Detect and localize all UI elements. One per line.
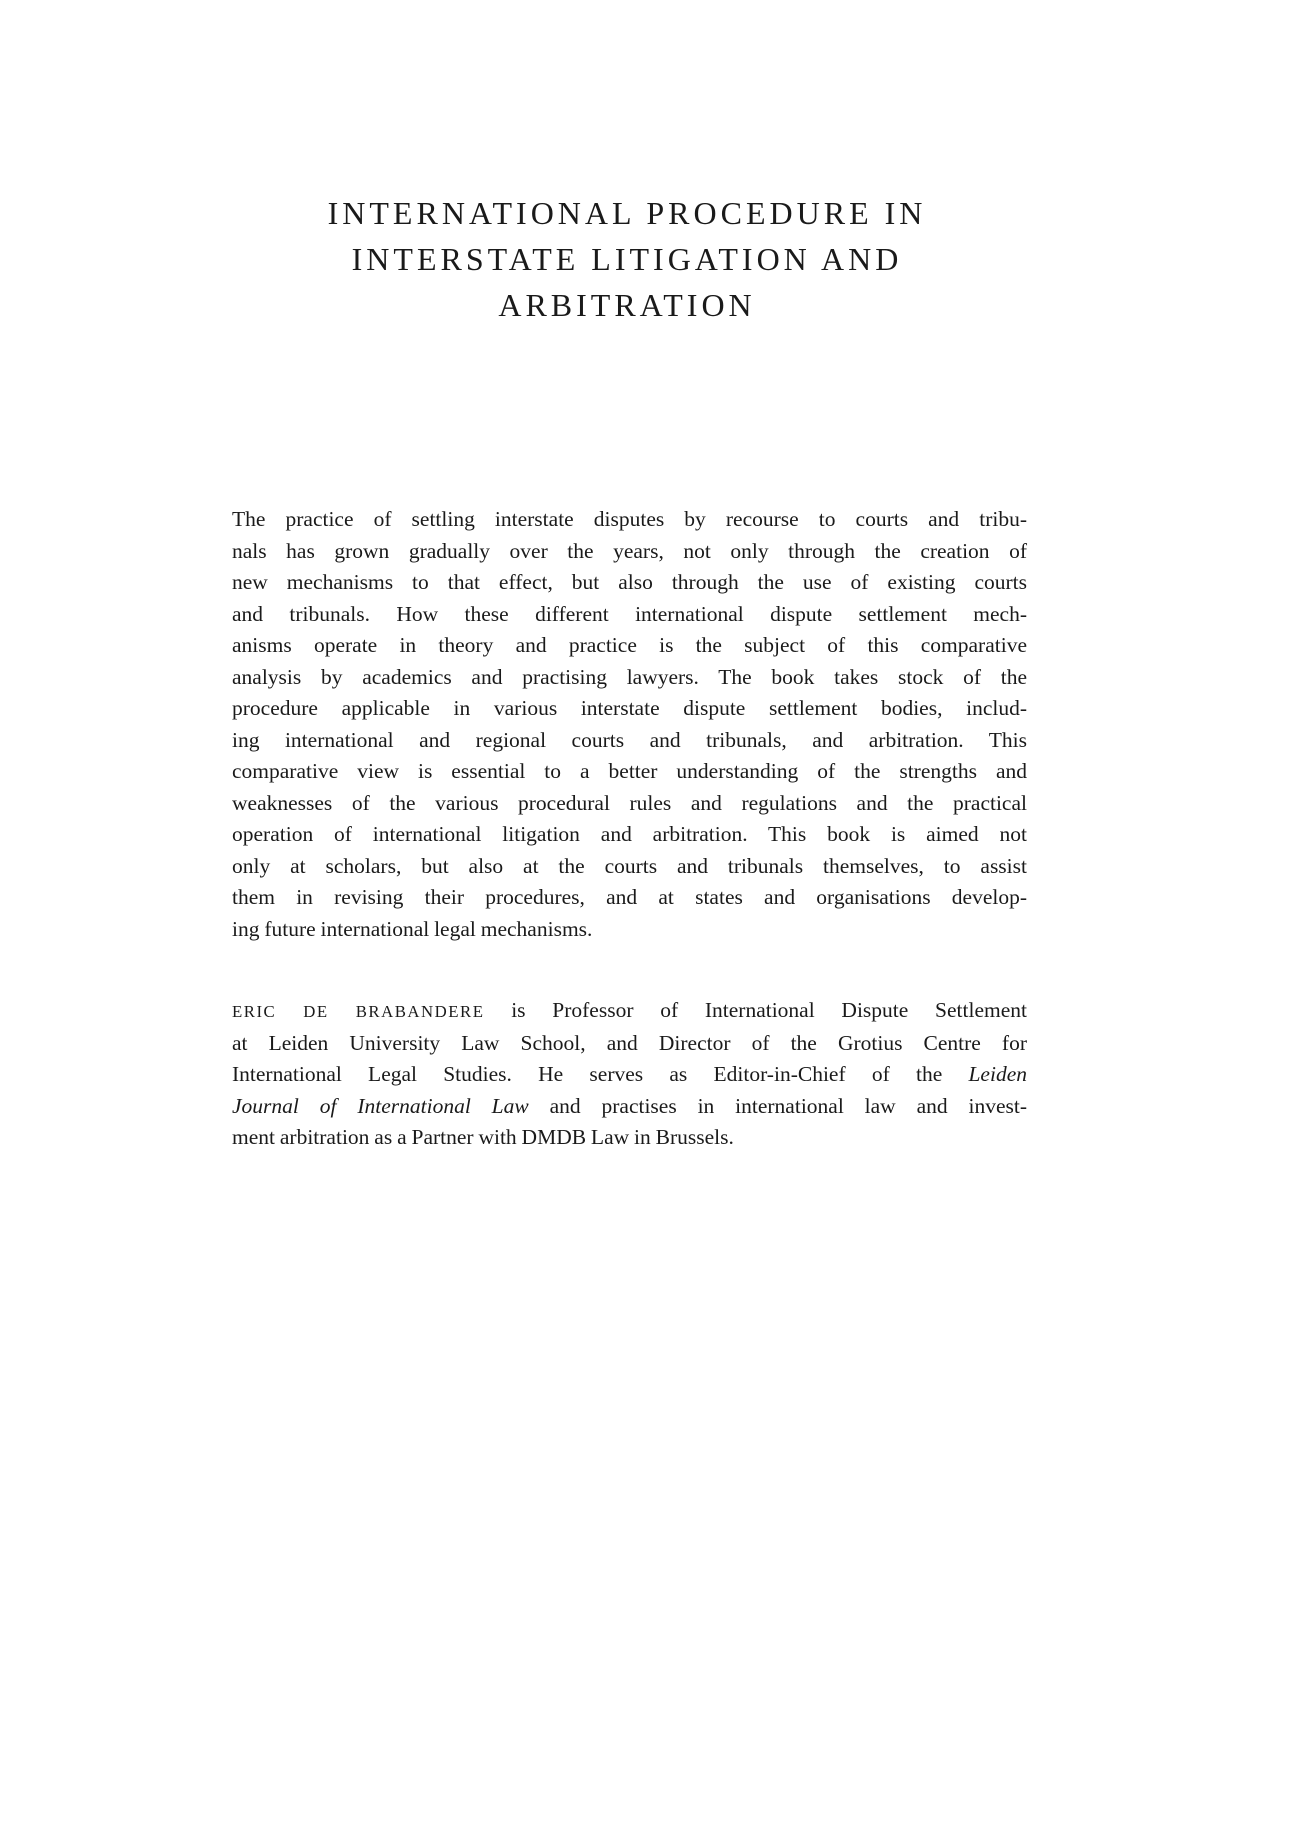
author-bio-line: at Leiden University Law School, and Director of the Grotius Centre for: [232, 1030, 1027, 1055]
description-line: ing international and regional courts and tribunals, and arbitration. This: [232, 727, 1027, 752]
author-bio-line: ment arbitration as a Partner with DMDB Law in Brussels.: [232, 1125, 734, 1149]
description-line: anisms operate in theory and practice is the subject of this comparative: [232, 633, 1027, 657]
book-title: [232, 190, 1022, 328]
author-bio-line: [232, 995, 1027, 1028]
description-line: The practice of settling interstate disputes by recourse to courts and tribu-: [232, 507, 1027, 531]
description-line: weaknesses of the various procedural rules and regulations and the practical: [232, 790, 1027, 815]
book-description: [232, 504, 1027, 945]
description-line: and tribunals. How these different international dispute settlement mech-: [232, 601, 1027, 626]
journal-title-part: Journal of International Law: [232, 1093, 529, 1118]
description-line: procedure applicable in various interstate dispute settlement bodies, includ-: [232, 696, 1027, 720]
description-line: comparative view is essential to a better understanding of the strengths and: [232, 759, 1027, 783]
book-title-line-3: ARBITRATION: [498, 287, 756, 323]
description-line: only at scholars, but also at the courts and tribunals themselves, to assist: [232, 853, 1027, 878]
description-line: ing future international legal mechanisms.: [232, 916, 593, 941]
author-bio: [232, 995, 1027, 1154]
description-line: new mechanisms to that effect, but also through the use of existing courts: [232, 570, 1027, 594]
description-line: analysis by academics and practising lawyers. The book takes stock of the: [232, 664, 1027, 689]
description-line: operation of international litigation and arbitration. This book is aimed not: [232, 822, 1027, 846]
description-line: nals has grown gradually over the years, not only through the creation of: [232, 538, 1027, 563]
journal-title-part: Leiden: [968, 1062, 1027, 1086]
book-title-line-2: INTERSTATE LITIGATION AND: [351, 241, 903, 277]
author-bio-text: International Legal Studies. He serves as Editor-in-Chief of the: [232, 1062, 969, 1086]
author-bio-line: [232, 1059, 1027, 1091]
blurb-text-block: [232, 504, 1027, 1154]
author-name: ERIC DE BRABANDERE: [232, 1002, 485, 1021]
author-bio-text: is Professor of International Dispute Settlement: [484, 998, 1027, 1022]
description-line: them in revising their procedures, and at states and organisations develop-: [232, 885, 1027, 909]
author-bio-text: and practises in international law and invest-: [528, 1093, 1027, 1118]
book-title-line-1: INTERNATIONAL PROCEDURE IN: [327, 195, 927, 231]
author-bio-line: [232, 1091, 1027, 1123]
